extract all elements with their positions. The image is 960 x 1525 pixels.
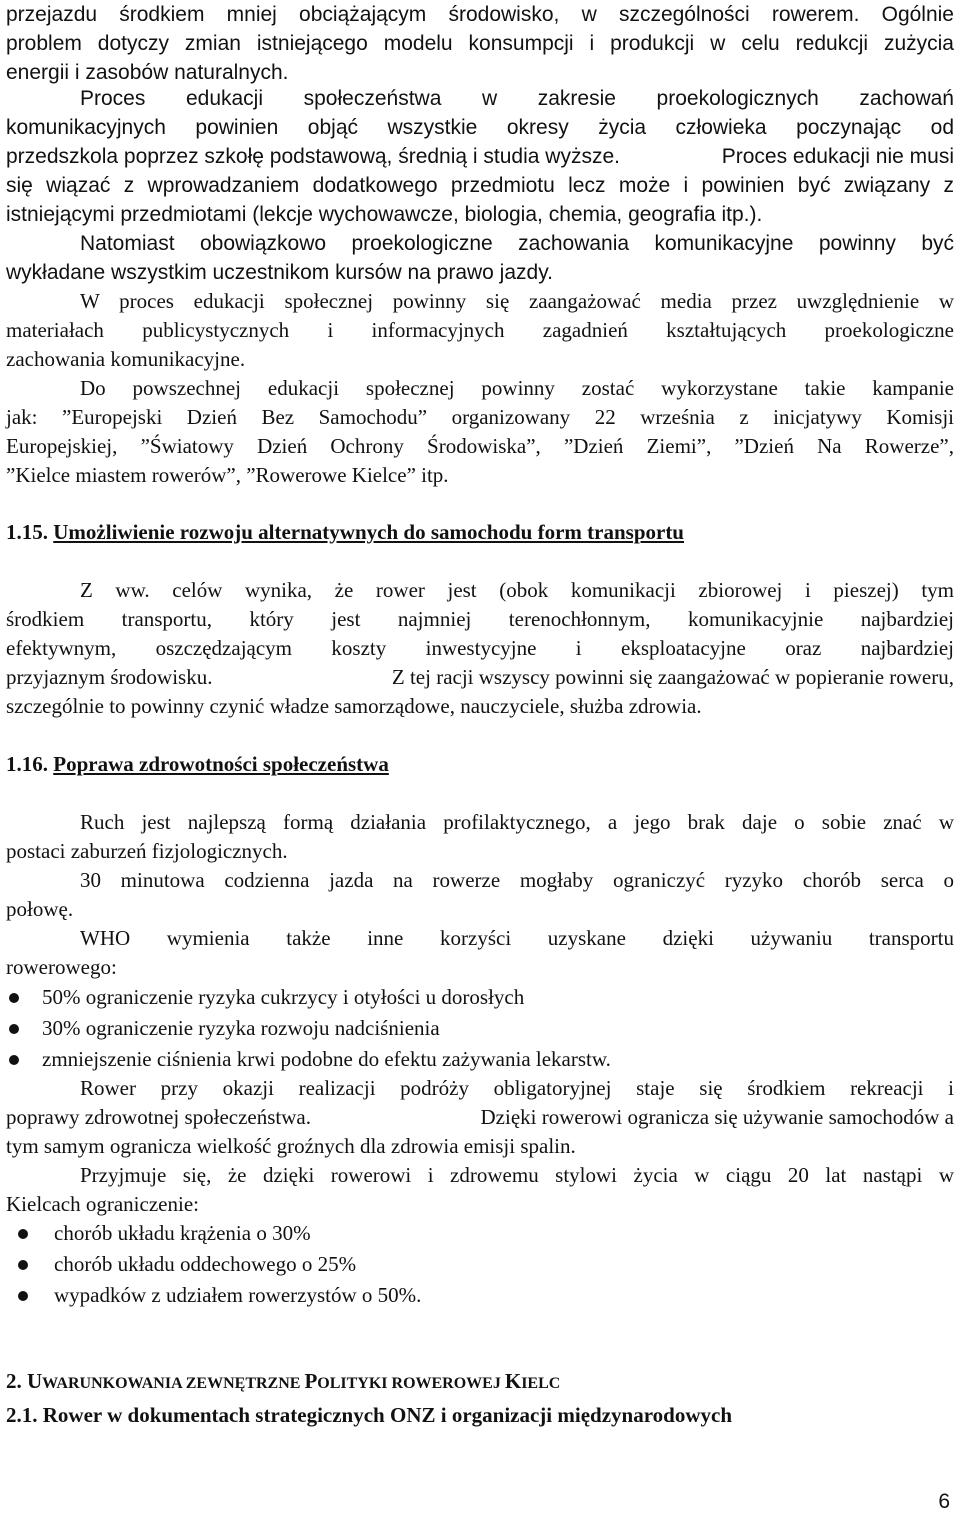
paragraph-line: Z tej racji wszyscy powinni się zaangażować w popieranie roweru, [391,665,954,689]
paragraph-line: problem dotyczy zmian istniejącego modelu konsumpcji i produkcji w celu redukcji zużycia [6,32,954,55]
chapter-title-small: WARUNKOWANIA ZEWNĘTRZNE [42,1375,305,1392]
paragraph-line: jak: ”Europejski Dzień Bez Samochodu” organizowany 22 września z inicjatywy Komisji [6,405,954,429]
paragraph-line: energii i zasobów naturalnych. [6,61,289,84]
paragraph-line: Europejskiej, ”Światowy Dzień Ochrony Środowiska”, ”Dzień Ziemi”, ”Dzień Na Rowerze”, [6,434,954,458]
paragraph-line: Proces edukacji nie musi [721,145,954,168]
paragraph-line: ”Kielce miastem rowerów”, ”Rowerowe Kielce” itp. [6,463,449,487]
paragraph-line: rowerowego: [6,955,117,979]
section-title: Rower w dokumentach strategicznych ONZ i organizacji międzynarodowych [42,1403,732,1427]
chapter-title-cap: U [27,1369,43,1393]
section-number: 1.16. [6,752,48,776]
paragraph-line: postaci zaburzeń fizjologicznych. [6,839,288,863]
list-item: zmniejszenie ciśnienia krwi podobne do efektu zażywania lekarstw. [42,1047,611,1071]
paragraph-line: Przyjmuje się, że dzięki rowerowi i zdrowemu stylowi życia w ciągu 20 lat nastąpi w [80,1163,954,1187]
paragraph-line: wykładane wszystkim uczestnikom kursów na prawo jazdy. [6,261,553,284]
section-title: Poprawa zdrowotności społeczeństwa [53,752,389,776]
page-number: 6 [938,1490,950,1513]
paragraph-line: przejazdu środkiem mniej obciążającym środowisko, w szczególności rowerem. Ogólnie [6,3,954,26]
paragraph-line: środkiem transportu, który jest najmniej terenochłonnym, komunikacyjnie najbardziej [6,607,954,631]
paragraph-line: efektywnym, oszczędzającym koszty inwestycyjne i eksploatacyjne oraz najbardziej [6,636,954,660]
paragraph-line: przedszkola poprzez szkołę podstawową, średnią i studia wyższe. [6,145,620,168]
chapter-heading-2 [6,1367,954,1398]
paragraph-line: Dzięki rowerowi ogranicza się używanie samochodów a [480,1105,954,1129]
bullet-icon [9,1055,19,1065]
bullet-icon [18,1260,28,1270]
section-heading-2-1 [6,1401,954,1430]
section-heading-1-15 [6,518,954,547]
bullet-icon [18,1229,28,1239]
paragraph-line: Z ww. celów wynika, że rower jest (obok komunikacji zbiorowej i pieszej) tym [80,578,954,602]
section-number: 1.15. [6,520,48,544]
paragraph-line: przyjaznym środowisku. [6,665,213,689]
bullet-icon [9,1024,19,1034]
paragraph-line: WHO wymienia także inne korzyści uzyskane dzięki używaniu transportu [80,926,954,950]
paragraph-line: Rower przy okazji realizacji podróży obligatoryjnej staje się środkiem rekreacji i [80,1076,954,1100]
paragraph-line: Proces edukacji społeczeństwa w zakresie proekologicznych zachowań [80,87,954,110]
chapter-number: 2. [6,1369,22,1393]
section-title: Umożliwienie rozwoju alternatywnych do samochodu form transportu [53,520,684,544]
paragraph-line: istniejącymi przedmiotami (lekcje wychowawcze, biologia, chemia, geografia itp.). [6,203,763,226]
paragraph-line: zachowania komunikacyjne. [6,347,246,371]
chapter-title-cap: P [304,1369,318,1393]
paragraph-line: Kielcach ograniczenie: [6,1192,199,1216]
list-item: 30% ograniczenie ryzyka rozwoju nadciśnienia [42,1016,440,1040]
chapter-title-small: OLITYKI ROWEROWEJ [317,1375,505,1392]
paragraph-line: 30 minutowa codzienna jazda na rowerze mogłaby ograniczyć ryzyko chorób serca o [80,868,954,892]
paragraph-line: Ruch jest najlepszą formą działania profilaktycznego, a jego brak daje o sobie znać w [80,810,954,834]
paragraph-line: Natomiast obowiązkowo proekologiczne zachowania komunikacyjne powinny być [80,232,954,255]
paragraph-line: Do powszechnej edukacji społecznej powinny zostać wykorzystane takie kampanie [80,376,954,400]
list-item: chorób układu oddechowego o 25% [54,1252,357,1276]
list-item: wypadków z udziałem rowerzystów o 50%. [54,1283,422,1307]
chapter-title-cap: K [504,1369,522,1393]
paragraph-line: połowę. [6,897,74,921]
paragraph-line: poprawy zdrowotnej społeczeństwa. [6,1105,311,1129]
paragraph-line: tym samym ogranicza wielkość groźnych dla zdrowia emisji spalin. [6,1134,576,1158]
paragraph-line: W proces edukacji społecznej powinny się zaangażować media przez uwzględnienie w [80,289,954,313]
paragraph-line: komunikacyjnych powinien objąć wszystkie okresy życia człowieka poczynając od [6,116,954,139]
chapter-title-small: IELC [521,1375,561,1392]
paragraph-line: materiałach publicystycznych i informacyjnych zagadnień kształtujących proekologiczne [6,318,954,342]
bullet-icon [18,1291,28,1301]
section-number: 2.1. [6,1403,38,1427]
list-item: chorób układu krążenia o 30% [54,1221,311,1245]
section-heading-1-16 [6,750,954,779]
paragraph-line: się wiązać z wprowadzaniem dodatkowego przedmiotu lecz może i powinien być związany z [6,174,954,197]
paragraph-line: szczególnie to powinny czynić władze samorządowe, nauczyciele, służba zdrowia. [6,694,702,718]
bullet-icon [9,993,19,1003]
list-item: 50% ograniczenie ryzyka cukrzycy i otyłości u dorosłych [42,985,525,1009]
